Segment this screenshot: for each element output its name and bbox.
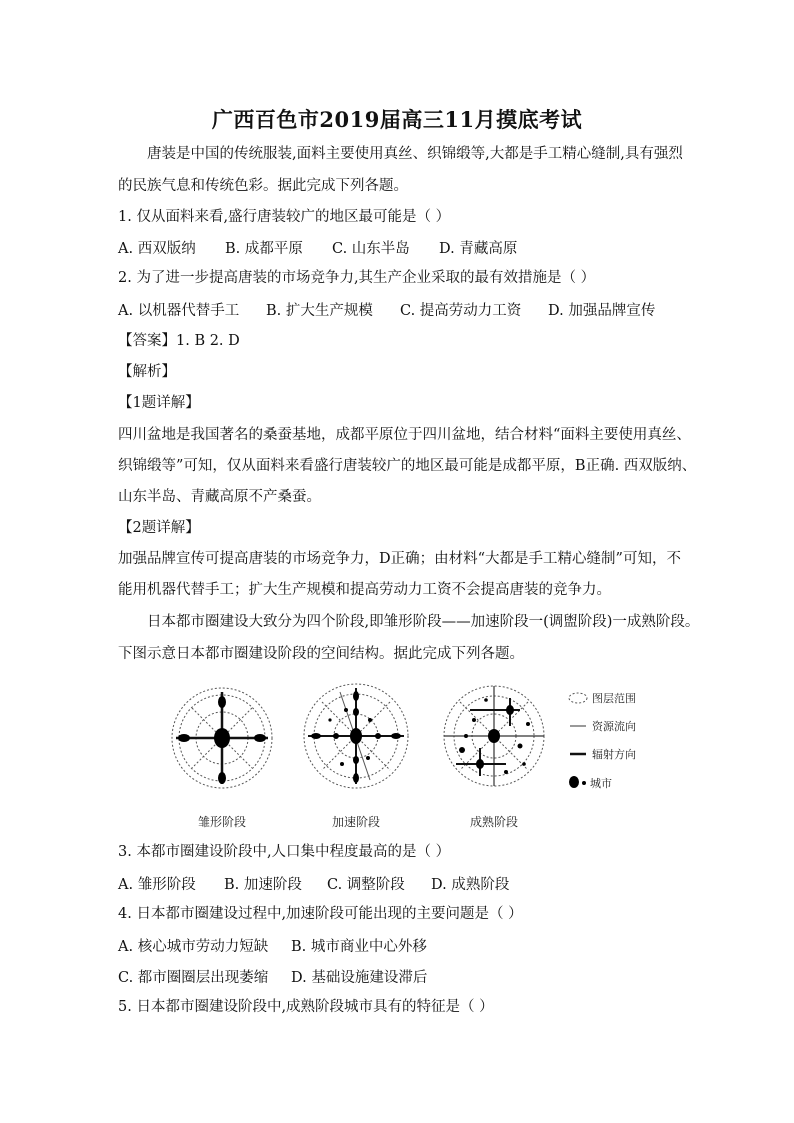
detail-1-line-3: 山东半岛、青藏高原不产桑蚕。 <box>118 489 321 505</box>
option: D. 青藏高原 <box>439 241 518 257</box>
option: C. 调整阶段 <box>327 877 405 893</box>
ring-legend-icon <box>569 693 587 703</box>
stage-acceleration-diagram <box>304 684 408 829</box>
legend-flow: 资源流向 <box>592 720 636 733</box>
question-1-stem: 1. 仅从面料来看,盛行唐装较广的地区最可能是（ ） <box>118 209 451 225</box>
detail-1-heading: 【1题详解】 <box>118 395 200 411</box>
question-3-options <box>118 873 509 894</box>
option: B. 扩大生产规模 <box>266 303 373 319</box>
option: D. 基础设施建设滞后 <box>291 970 428 986</box>
question-1-options <box>118 237 517 258</box>
figure-legend <box>569 691 636 790</box>
option: C. 提高劳动力工资 <box>400 303 522 319</box>
question-3-stem: 3. 本都市圈建设阶段中,人口集中程度最高的是（ ） <box>118 844 451 860</box>
option: A. 以机器代替手工 <box>118 303 240 319</box>
option: D. 加强品牌宣传 <box>548 303 656 319</box>
caption-mature: 成熟阶段 <box>469 815 519 829</box>
question-4-stem: 4. 日本都市圈建设过程中,加速阶段可能出现的主要问题是（ ） <box>118 906 523 922</box>
option: C. 山东半岛 <box>332 241 410 257</box>
legend-city: 城市 <box>590 777 612 790</box>
legend-radiation: 辐射方向 <box>592 748 636 761</box>
option: A. 雏形阶段 <box>118 877 196 893</box>
intro2-line-1: 日本都市圈建设大致分为四个阶段,即雏形阶段——加速阶段一(调盥阶段)一成熟阶段。 <box>147 614 700 630</box>
legend-ring: 图层范围 <box>592 692 636 705</box>
answer-line: 【答案】1. B 2. D <box>118 333 240 349</box>
core-city <box>214 728 230 748</box>
intro-line-1: 唐装是中国的传统服装,面料主要使用真丝、织锦缎等,大都是手工精心缝制,具有强烈 <box>147 146 683 162</box>
option: B. 城市商业中心外移 <box>291 939 427 955</box>
core-city <box>350 728 362 744</box>
stage-embryonic-diagram <box>172 688 272 829</box>
stage-mature-diagram <box>444 686 544 829</box>
option: D. 成熟阶段 <box>431 877 510 893</box>
caption-acceleration: 加速阶段 <box>331 815 381 829</box>
option: A. 核心城市劳动力短缺 <box>118 939 269 955</box>
detail-2-line-2: 能用机器代替手工；扩大生产规模和提高劳动力工资不会提高唐装的竞争力。 <box>118 582 611 598</box>
metropolitan-stages-figure <box>170 680 655 840</box>
analysis-heading: 【解析】 <box>118 364 176 380</box>
option: B. 成都平原 <box>225 241 303 257</box>
detail-1-line-2: 织锦缎等”可知，仅从面料来看盛行唐装较广的地区最可能是成都平原，B正确. 西双版纳、 <box>118 458 697 474</box>
option: A. 西双版纳 <box>118 241 196 257</box>
question-5-stem: 5. 日本都市圈建设阶段中,成熟阶段城市具有的特征是（ ） <box>118 999 494 1015</box>
core-city <box>488 729 500 743</box>
intro-line-2: 的民族气息和传统色彩。据此完成下列各题。 <box>118 178 408 194</box>
detail-1-line-1: 四川盆地是我国著名的桑蚕基地，成都平原位于四川盆地，结合材料“面料主要使用真丝、 <box>118 427 691 443</box>
detail-2-line-1: 加强品牌宣传可提高唐装的市场竞争力，D正确；由材料“大都是手工精心缝制”可知，不 <box>118 551 681 567</box>
question-4-options-row-2 <box>118 966 427 987</box>
caption-embryonic: 雏形阶段 <box>197 815 247 829</box>
intro2-line-2: 下图示意日本都市圈建设阶段的空间结构。据此完成下列各题。 <box>118 646 524 662</box>
page-title: 广西百色市2019届高三11月摸底考试 <box>211 107 583 132</box>
question-2-stem: 2. 为了进一步提高唐装的市场竞争力,其生产企业采取的最有效措施是（ ） <box>118 270 596 286</box>
detail-2-heading: 【2题详解】 <box>118 520 200 536</box>
question-4-options-row-1 <box>118 935 427 956</box>
question-2-options <box>118 299 655 320</box>
city-small-legend-icon <box>582 781 586 785</box>
option: C. 都市圈圈层出现萎缩 <box>118 970 269 986</box>
option: B. 加速阶段 <box>224 877 302 893</box>
city-large-legend-icon <box>569 776 579 788</box>
